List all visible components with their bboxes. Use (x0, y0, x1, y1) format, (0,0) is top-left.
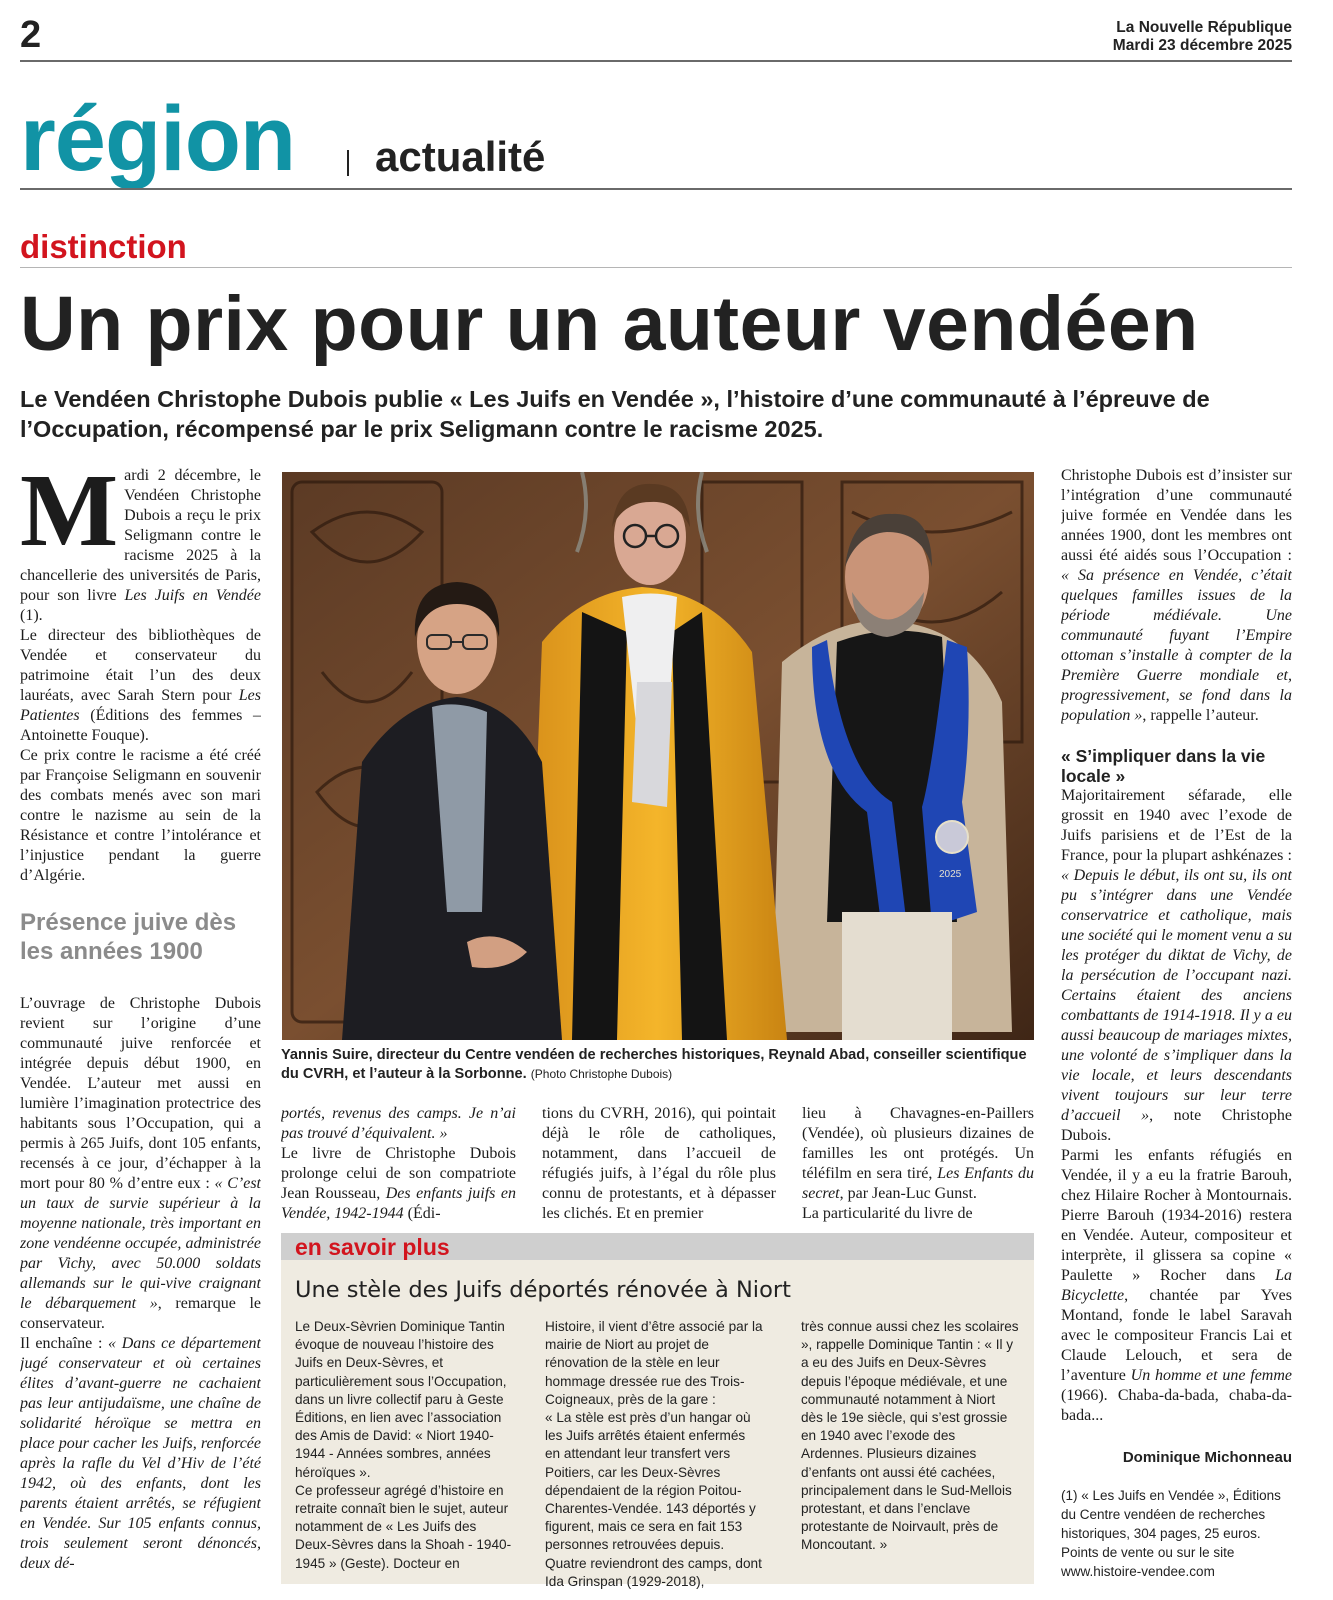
text-run: L’ouvrage de Christophe Dubois revient sur l’origine d’une communauté juive renforcée et intégrée depuis début 1900, en Vendée. L’auteur met aussi en lumière l’imagination protectrice des habitants sous l’Occupation, qui a permis à 265 Juifs, dont 105 enfants, recensés à ce jour, d’échapper à la mort pour 80 % d’entre eux : (20, 995, 261, 1192)
paragraph (545, 1318, 763, 1409)
text-run: La particularité du livre de (802, 1205, 973, 1222)
box-column-2 (545, 1318, 763, 1591)
paragraph-text (1061, 787, 1292, 1144)
italic-text-run: portés, revenus des camps. Je n’ai pas trouvé d’équivalent. » (281, 1105, 516, 1142)
subsection-title: actualité (375, 133, 546, 180)
paragraph (802, 1204, 1034, 1224)
text-run: ardi 2 décembre, le Vendéen Christophe Dubois a reçu le prix Seligmann contre le racisme 2025 à la chancellerie des universités de Paris, pour son livre (20, 467, 261, 604)
paragraph (295, 1318, 513, 1482)
section-divider (20, 188, 1292, 190)
text-run: (1). (20, 607, 43, 624)
kicker-divider (20, 267, 1292, 268)
paragraph (281, 1144, 516, 1224)
paragraph-text (1061, 1147, 1292, 1424)
italic-text-run: Un homme et une femme (1130, 1367, 1292, 1384)
article-headline: Un prix pour un auteur vendéen (20, 281, 1199, 367)
paragraph-text (295, 1319, 507, 1480)
text-run: « La stèle est près d’un hangar où les Juifs arrêtés étaient enfermés en attendant leur transfert vers Poitiers, car les Deux-Sèvres dépendaient de la région Poitou-Charentes-Vendée. 143 déportés y figurent, mais ce sera en fait 153 personnes retrouvées depuis. Quatre reviendront des camps, dont Ida Grinspan (1929-2018), (545, 1410, 762, 1589)
section-title: région (20, 88, 296, 190)
italic-text-run: Des enfants juifs en Vendée, 1942-1944 (281, 1185, 516, 1222)
author-signature: Dominique Michonneau (1122, 1449, 1292, 1466)
paragraph-text (802, 1105, 1034, 1202)
paragraph (295, 1482, 513, 1573)
text-run: (1966). Chaba-da-bada, chaba-da-bada... (1061, 1387, 1292, 1424)
text-run: Le Deux-Sèvrien Dominique Tantin évoque de nouveau l’histoire des Juifs en Deux-Sèvres, et particulièrement sous l’Occupation, dans un livre collectif paru à Geste Éditions, en lien avec l’association des Amis de David: « Niort 1940-1944 - Années sombres, années héroïques ». (295, 1319, 507, 1480)
text-run: Ce professeur agrégé d’histoire en retraite connaît bien le sujet, auteur notamment de « Les Juifs des Deux-Sèvres dans la Shoah - 1940-1945 » (Geste). Docteur en (295, 1482, 512, 1571)
footnote: (1) « Les Juifs en Vendée », Éditions du Centre vendéen de recherches historiques, 304 pages, 25 euros. Points de vente ou sur le site www.histoire-vendee.com (1061, 1488, 1281, 1579)
article-column-5 (1061, 466, 1292, 1591)
text-run: , chantée par Yves Montand, fonde le label Saravah avec le compositeur Francis Lai et Claude Lelouch, et sera de l’aventure (1061, 1287, 1292, 1384)
box-title: Une stèle des Juifs déportés rénovée à Niort (295, 1277, 791, 1303)
paragraph (1061, 786, 1292, 1146)
paragraph-text (542, 1105, 776, 1222)
italic-text-run: Les Juifs en Vendée (124, 587, 261, 604)
paragraph (20, 466, 261, 626)
box-column-3 (801, 1318, 1019, 1555)
paragraph (20, 994, 261, 1334)
text-run: Christophe Dubois est d’insister sur l’intégration d’une communauté juive formée en Vendée dans les années 1900, dont les membres ont aussi été aidés sous l’Occupation : (1061, 467, 1292, 564)
italic-text-run: « C’est un taux de survie supérieur à la moyenne nationale, très important en zone vendéenne occupée, administrée par Vichy, avec 50.000 soldats allemands sur le qui-vive craignant le débarquement » (20, 1175, 261, 1312)
italic-text-run: « Sa présence en Vendée, c’était quelques familles issues de la période médiévale. Une communauté fuyant l’Empire ottoman s’installe à compter de la Première Guerre mondiale et, progressivement, se fond dans la population » (1061, 567, 1292, 724)
paragraph (1061, 1146, 1292, 1426)
text-run: , remarque le conservateur. (20, 1295, 261, 1332)
article-photo (282, 472, 1034, 1040)
italic-text-run: « Dans ce département jugé conservateur et où certaines élites d’avant-guerre ne cachaient pas leur antijudaïsme, une chaîne de solidarité héroïque se mettra en place pour cacher les Juifs, renforcée après la rafle du Vel d’Hiv de l’été 1942, où des enfants, dont les parents étaient arrêtés, se réfugient en Vendée. Sur 105 enfants connus, trois seulement seront dénoncés, deux dé- (20, 1335, 261, 1572)
issue-date: Mardi 23 décembre 2025 (1112, 37, 1292, 54)
text-run: , par Jean-Luc Gunst. (839, 1185, 977, 1202)
article-deck: Le Vendéen Christophe Dubois publie « Les Juifs en Vendée », l’histoire d’une communauté à l’épreuve de l’Occupation, récompensé par le prix Seligmann contre le racisme 2025. (20, 386, 1210, 442)
article-kicker: distinction (20, 228, 187, 265)
paragraph-text (801, 1319, 1019, 1552)
paragraph-text (20, 747, 261, 884)
text-run: très connue aussi chez les scolaires », rappelle Dominique Tantin : « Il y a eu des Juifs en Deux-Sèvres depuis l’époque médiévale, et une communauté notamment à Niort dès le 19e siècle, qui s’est grossie en 1940 avec l’exode des Ardennes. Plusieurs dizaines d’enfants ont aussi été cachées, principalement dans le Sud-Mellois protestant, et dans l’enclave protestante de Noirvault, près de Moncoutant. » (801, 1319, 1019, 1553)
paragraph (20, 1334, 261, 1574)
text-run: Il enchaîne : (20, 1335, 109, 1352)
article-column-2 (281, 1104, 516, 1226)
paragraph (281, 1104, 516, 1144)
paragraph-text (1061, 467, 1292, 724)
italic-text-run: Les Enfants du secret (802, 1165, 1034, 1202)
paper-name: La Nouvelle République (1116, 19, 1292, 36)
box-header (281, 1233, 1034, 1260)
paragraph-text (20, 1335, 261, 1572)
paragraph-text (20, 995, 261, 1332)
text-run: (Édi- (403, 1205, 441, 1222)
paragraph (802, 1104, 1034, 1204)
paragraph-text (281, 1145, 516, 1222)
subheading: Présence juive dès les années 1900 (20, 909, 237, 965)
section-separator (347, 150, 349, 176)
text-run: Le livre de Christophe Dubois prolonge celui de son compatriote Jean Rousseau, (281, 1145, 516, 1202)
paper-info (1113, 19, 1292, 55)
header-divider (20, 60, 1292, 62)
article-column-4 (802, 1104, 1034, 1226)
paragraph (545, 1409, 763, 1591)
caption-text: Yannis Suire, directeur du Centre vendéen de recherches historiques, Reynald Abad, conseiller scientifique du CVRH, et l’auteur à la Sorbonne. (281, 1047, 1027, 1082)
text-run: , note Christophe Dubois. (1061, 1107, 1292, 1144)
text-run: tions du CVRH, 2016), qui pointait déjà le rôle de catholiques, notamment, dans l’accueil de réfugiés juifs, à l’égal du rôle plus connu de protestants, et à dépasser les clichés. Et en premier (542, 1105, 776, 1222)
article-column-3 (542, 1104, 776, 1226)
italic-text-run: Les Patientes (20, 687, 261, 724)
article-column-1 (20, 466, 261, 1588)
text-run: Majoritairement séfarade, elle grossit en 1940 avec l’exode de Juifs parisiens et de l’Est de la France, pour la plupart ashkénazes : (1061, 787, 1292, 864)
paragraph-text (281, 1105, 516, 1142)
paragraph-text (802, 1205, 973, 1222)
page-number: 2 (20, 14, 42, 56)
photo-credit: (Photo Christophe Dubois) (530, 1067, 673, 1081)
italic-text-run: « Depuis le début, ils ont su, ils ont pu s’intégrer dans une Vendée conservatrice et catholique, mais une société qui le moment venu a su les protéger du diktat de Vichy, de la persécution de l’occupant nazi. Certains étaient des anciens combattants de 1914-1918. Il y a eu aussi beaucoup de mariages mixtes, une volonté de s’impliquer dans la vie locale, et leurs descendants vivent toujours sur leur terre d’accueil » (1061, 867, 1292, 1124)
paragraph-text (545, 1319, 763, 1407)
text-run: Le directeur des bibliothèques de Vendée et conservateur du patrimoine était l’un des deux lauréats, avec Sarah Stern pour (20, 627, 261, 704)
photo-caption (281, 1046, 1041, 1084)
text-run: Parmi les enfants réfugiés en Vendée, il y a eu la fratrie Barouh, chez Hilaire Rocher à Montournais. Pierre Barouh (1934-2016) restera en Vendée. Auteur, compositeur et interprète, il glissera sa copine « Paulette » Rocher dans (1061, 1147, 1292, 1284)
stole-year: 2025 (939, 869, 962, 880)
box-label: en savoir plus (295, 1234, 450, 1260)
paragraph (20, 626, 261, 746)
paragraph-text (545, 1410, 762, 1589)
text-run: Histoire, il vient d’être associé par la mairie de Niort au projet de rénovation de la stèle en leur hommage dressée rue des Trois-Coigneaux, près de la gare : (545, 1319, 763, 1407)
text-run: , rappelle l’auteur. (1142, 707, 1259, 724)
paragraph (20, 746, 261, 886)
paragraph (542, 1104, 776, 1224)
paragraph-text (295, 1483, 511, 1571)
text-run: Ce prix contre le racisme a été créé par Françoise Seligmann en souvenir des combats menés avec son mari contre le nazisme au sein de la Résistance et contre l’intolérance et l’injustice pendant la guerre d’Algérie. (20, 747, 261, 884)
text-run: (Éditions des femmes – Antoinette Fouque). (20, 707, 261, 744)
paragraph-text (20, 627, 261, 744)
drop-cap: M (20, 466, 119, 568)
box-column-1 (295, 1318, 513, 1573)
italic-text-run: La Bicyclette (1061, 1267, 1292, 1304)
subheading: « S’impliquer dans la vie locale » (1061, 746, 1266, 786)
en-savoir-plus-box (281, 1233, 1034, 1589)
paragraph (801, 1318, 1019, 1555)
text-run: lieu à Chavagnes-en-Paillers (Vendée), où plusieurs dizaines de familles les ont protégés. Un téléfilm en sera tiré, (802, 1105, 1034, 1182)
paragraph (1061, 466, 1292, 726)
